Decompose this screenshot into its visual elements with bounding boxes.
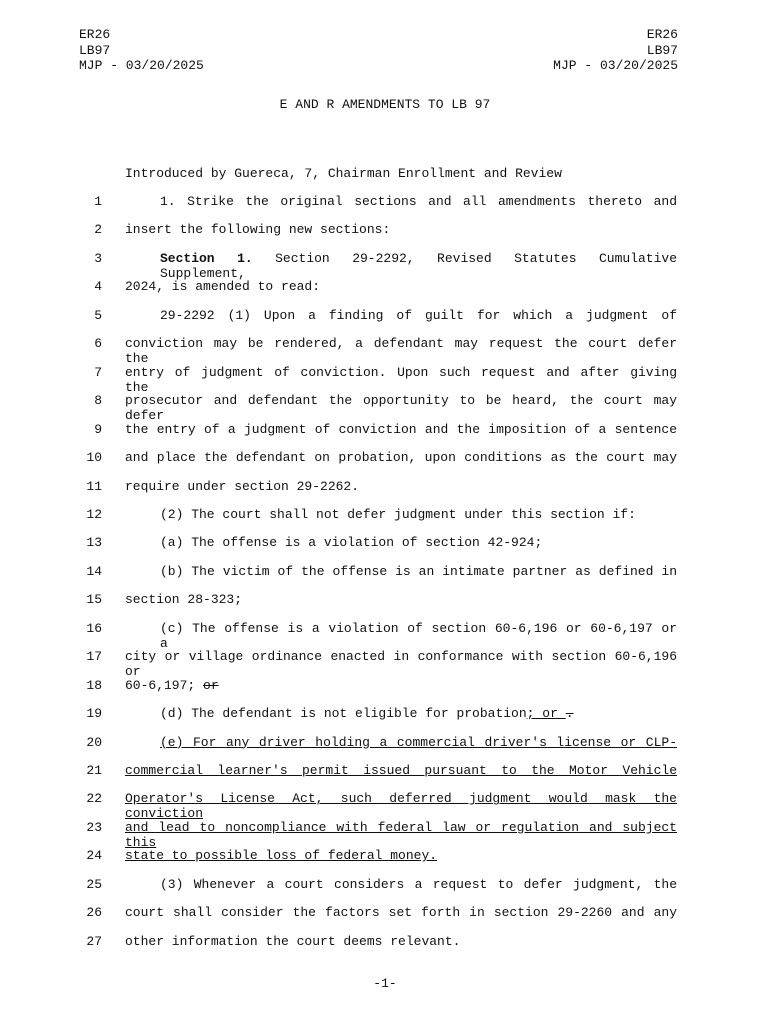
- header-right: [553, 27, 678, 74]
- line-number: 17: [86, 649, 102, 665]
- header-right-line-2: LB97: [646, 42, 678, 58]
- line-text: [125, 336, 677, 366]
- document-line: [0, 194, 770, 214]
- line-text: [125, 706, 677, 721]
- document-line: [0, 706, 770, 726]
- line-number: 26: [86, 905, 102, 921]
- text-segment: Section 29-2292, Revised Statutes Cumulative Supplement,: [160, 250, 677, 281]
- page-number: -1-: [373, 976, 397, 991]
- line-text: [125, 450, 677, 465]
- line-number: 9: [94, 421, 102, 437]
- line-text: [125, 393, 677, 423]
- document-line: [0, 678, 770, 698]
- document-line: [0, 791, 770, 822]
- line-text: [125, 507, 677, 522]
- document-line: [0, 308, 770, 328]
- line-number: 25: [86, 876, 102, 892]
- document-line: [0, 422, 770, 442]
- line-text: [125, 365, 677, 395]
- text-segment: (d) The defendant is not eligible for probation: [160, 706, 527, 722]
- line-text: [125, 678, 677, 693]
- line-number: 8: [94, 393, 102, 409]
- line-number: 1: [94, 194, 102, 209]
- struck-text: or: [203, 677, 219, 693]
- text-segment: 2024, is amended to read:: [125, 279, 321, 295]
- document-line: [0, 393, 770, 424]
- line-number: 22: [86, 791, 102, 807]
- line-number: 2: [94, 222, 102, 238]
- document-line: [0, 479, 770, 499]
- line-number: 20: [86, 734, 102, 750]
- text-segment: 29-2292 (1) Upon a finding of guilt for which a judgment of: [160, 307, 677, 323]
- line-number: 24: [86, 848, 102, 864]
- document-line: [0, 848, 770, 868]
- line-number: 18: [86, 677, 102, 693]
- line-text: [125, 934, 677, 949]
- line-text: [125, 308, 677, 323]
- line-text: [125, 649, 677, 679]
- inserted-text: ; or: [526, 706, 566, 722]
- line-text: [125, 621, 677, 651]
- text-segment: the entry of a judgment of conviction and the imposition of a sentence: [125, 421, 677, 437]
- line-number: 7: [94, 364, 102, 380]
- line-text: [125, 479, 677, 494]
- line-text: [125, 905, 677, 920]
- document-line: [0, 336, 770, 367]
- inserted-text: (e) For any driver holding a commercial driver's license or CLP-: [160, 734, 677, 750]
- document-line: [0, 592, 770, 612]
- text-segment: 1. Strike the original sections and all amendments thereto and: [160, 194, 677, 209]
- document-line: [0, 905, 770, 925]
- line-text: [125, 279, 677, 294]
- text-segment: other information the court deems relevant.: [125, 933, 461, 949]
- document-line: [0, 649, 770, 680]
- line-text: [125, 877, 677, 892]
- line-number: 14: [86, 563, 102, 579]
- header-left: [79, 27, 204, 74]
- document-line: [0, 535, 770, 555]
- document-line: [0, 735, 770, 755]
- line-text: [125, 194, 677, 209]
- text-segment: prosecutor and defendant the opportunity to be heard, the court may defer: [125, 393, 677, 424]
- line-number: 12: [86, 506, 102, 522]
- text-segment: court shall consider the factors set forth in section 29-2260 and any: [125, 905, 677, 921]
- inserted-text: Operator's License Act, such deferred judgment would mask the conviction: [125, 791, 677, 822]
- line-text: [125, 422, 677, 437]
- text-segment: (3) Whenever a court considers a request to defer judgment, the: [160, 876, 677, 892]
- header-left-line-3: MJP - 03/20/2025: [79, 58, 204, 73]
- document-title: E AND R AMENDMENTS TO LB 97: [279, 97, 491, 112]
- document-line: [0, 934, 770, 954]
- text-segment: (b) The victim of the offense is an intimate partner as defined in: [160, 563, 677, 579]
- line-number: 4: [94, 279, 102, 295]
- header-left-line-2: LB97: [79, 42, 111, 58]
- text-segment: (2) The court shall not defer judgment under this section if:: [160, 506, 636, 522]
- text-segment: entry of judgment of conviction. Upon such request and after giving the: [125, 364, 677, 395]
- line-number: 21: [86, 763, 102, 778]
- line-number: 15: [86, 592, 102, 608]
- document-line: [0, 620, 770, 651]
- line-number: 10: [86, 450, 102, 466]
- text-segment: insert the following new sections:: [125, 222, 391, 238]
- line-text: [125, 735, 677, 750]
- line-number: 19: [86, 706, 102, 722]
- header-right-line-3: MJP - 03/20/2025: [553, 58, 678, 73]
- line-text: [125, 592, 677, 607]
- line-number: 3: [94, 250, 102, 266]
- line-number: 13: [86, 535, 102, 551]
- line-text: [125, 564, 677, 579]
- line-number: 6: [94, 336, 102, 352]
- document-line: [0, 250, 770, 281]
- line-text: [125, 848, 677, 863]
- text-segment: (c) The offense is a violation of section 60-6,196 or 60-6,197 or a: [160, 620, 677, 651]
- text-segment: conviction may be rendered, a defendant may request the court defer the: [125, 336, 677, 367]
- line-text: [125, 251, 677, 281]
- line-text: [125, 535, 677, 550]
- text-segment: 60-6,197;: [125, 677, 204, 693]
- line-number: 5: [94, 307, 102, 323]
- document-line: [0, 222, 770, 242]
- text-segment: require under section 29-2262.: [125, 478, 360, 494]
- struck-text: .: [565, 706, 574, 722]
- document-line: [0, 877, 770, 897]
- line-text: [125, 763, 677, 778]
- line-number: 23: [86, 819, 102, 835]
- line-number: 16: [86, 620, 102, 636]
- inserted-text: state to possible loss of federal money.: [125, 848, 438, 864]
- line-number: 27: [86, 933, 102, 949]
- document-line: [0, 763, 770, 783]
- document-line: [0, 507, 770, 527]
- line-text: [125, 820, 677, 850]
- inserted-text: commercial learner's permit issued pursuant to the Motor Vehicle: [125, 763, 677, 778]
- section-heading: Section 1.: [160, 250, 253, 266]
- line-number: 11: [86, 478, 102, 494]
- document-line: [0, 279, 770, 299]
- text-segment: and place the defendant on probation, upon conditions as the court may: [125, 450, 677, 466]
- line-text: [125, 791, 677, 821]
- inserted-text: and lead to noncompliance with federal law or regulation and subject this: [125, 819, 677, 850]
- document-line: [0, 819, 770, 850]
- header-right-line-1: ER26: [646, 27, 678, 42]
- introduced-by-line: Introduced by Guereca, 7, Chairman Enrollment and Review: [125, 166, 562, 181]
- header-left-line-1: ER26: [79, 27, 111, 42]
- document-line: [0, 450, 770, 470]
- document-line: [0, 564, 770, 584]
- text-segment: (a) The offense is a violation of section 42-924;: [160, 535, 543, 551]
- text-segment: section 28-323;: [125, 592, 243, 608]
- document-line: [0, 364, 770, 395]
- text-segment: city or village ordinance enacted in conformance with section 60-6,196 or: [125, 649, 677, 680]
- line-text: [125, 222, 677, 237]
